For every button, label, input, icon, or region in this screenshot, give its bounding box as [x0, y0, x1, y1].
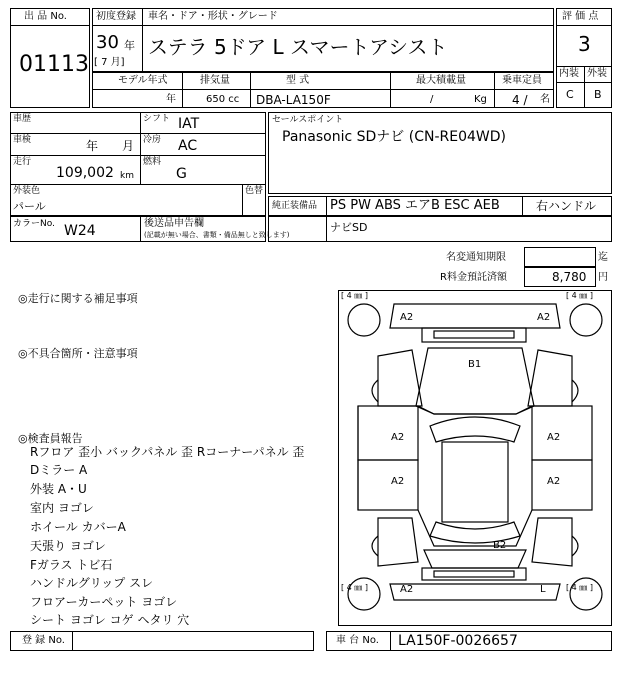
first-registration-label: 初度登録: [96, 11, 136, 22]
inspector-report-label: ◎検査員報告: [18, 432, 83, 445]
color-number: W24: [64, 223, 96, 239]
report-line: ホイール カバーA: [30, 520, 126, 534]
inspection-year-unit: 年: [86, 139, 99, 153]
equipment-list: PS PW ABS エアB ESC AEB: [330, 198, 500, 213]
mark-hood: B1: [468, 359, 482, 370]
registration-year-unit: 年: [124, 39, 135, 52]
tire-depth-rear-right: [ 4 ㎜ ]: [566, 583, 593, 592]
front-bumper-shape: [390, 304, 560, 328]
recycle-fee-label: R料金預託済額: [440, 272, 507, 283]
tire-rear-right-icon: [570, 578, 602, 610]
name-change-deadline-box: [524, 247, 596, 267]
repaint-label: 色替: [245, 186, 264, 196]
mark-back-door: B2: [493, 540, 507, 551]
report-line: Rフロア 歪小 バックパネル 歪 Rコーナーパネル 歪: [30, 445, 305, 459]
inspection-label: 車検: [13, 135, 32, 145]
report-line: Fガラス トビ石: [30, 558, 113, 572]
shift-label: シフト: [143, 114, 171, 124]
recycle-fee-unit: 円: [598, 272, 608, 283]
grade-score: 3: [578, 32, 591, 56]
mark-front-bumper-right: A2: [537, 312, 551, 323]
mark-left-rear-door: A2: [391, 476, 405, 487]
mark-left-front-door: A2: [391, 432, 405, 443]
aircon-label: 冷房: [143, 135, 162, 145]
mark-right-front-door: A2: [547, 432, 561, 443]
post-document-note: (記載が無い場合、書類・備品無しと致します): [144, 231, 290, 239]
max-load-label: 最大積載量: [416, 75, 466, 86]
exterior-color-label: 外装色: [13, 186, 41, 196]
report-line: フロアーカーペット ヨゴレ: [30, 595, 178, 609]
rear-bumper-shape: [390, 584, 560, 600]
driving-notes-label: ◎走行に関する補足事項: [18, 292, 138, 305]
sales-point-label: セールスポイント: [272, 115, 344, 125]
post-document-label: 後送品申告欄: [144, 218, 204, 229]
name-change-deadline-label: 名変通知期限: [446, 252, 506, 263]
model-year-label: モデル年式: [118, 75, 168, 86]
report-line: ハンドルグリップ スレ: [30, 576, 154, 590]
inspection-month-unit: 月: [122, 139, 135, 153]
lot-number-label: 出 品 No.: [24, 11, 67, 22]
roof-shape: [442, 442, 508, 522]
chassis-number: LA150F-0026657: [398, 633, 518, 649]
car-name: ステラ 5ドア L スマートアシスト: [148, 35, 448, 59]
equipment-row-2: [268, 216, 612, 242]
registration-number-label: 登 録 No.: [22, 635, 65, 646]
steering-side: 右ハンドル: [536, 199, 597, 213]
grade-label: 評 価 点: [562, 11, 599, 22]
mileage-unit: km: [120, 171, 134, 181]
sales-point-text: Panasonic SDナビ (CN-RE04WD): [282, 129, 506, 145]
defect-notes-label: ◎不具合箇所・注意事項: [18, 347, 138, 360]
equipment-extra: ナビSD: [330, 221, 368, 234]
report-line: シート ヨゴレ コゲ ヘタリ 穴: [30, 613, 190, 627]
tire-rear-left-icon: [348, 578, 380, 610]
name-change-deadline-unit: 迄: [598, 252, 608, 263]
displacement: 650 cc: [206, 94, 240, 105]
vehicle-info-box: [10, 112, 266, 216]
model-type-label: 型 式: [286, 75, 310, 86]
hood-shape: [416, 348, 534, 414]
report-line: 天張り ヨゴレ: [30, 539, 106, 553]
exterior-label: 外装: [587, 68, 607, 79]
capacity-label: 乗車定員: [502, 75, 542, 86]
displacement-label: 排気量: [200, 75, 230, 86]
tire-depth-front-right: [ 4 ㎜ ]: [566, 291, 593, 300]
car-body-diagram: [338, 290, 612, 626]
tire-depth-rear-left: [ 4 ㎜ ]: [341, 583, 368, 592]
tire-front-left-icon: [348, 304, 380, 336]
interior-grade: C: [566, 88, 574, 101]
color-number-label: カラーNo.: [13, 219, 55, 229]
report-line: 室内 ヨゴレ: [30, 501, 94, 515]
mark-rear-bumper-left: A2: [400, 584, 414, 595]
max-load: /: [430, 94, 434, 105]
interior-label: 内装: [559, 68, 579, 79]
tire-depth-front-left: [ 4 ㎜ ]: [341, 291, 368, 300]
capacity: 4 /: [512, 93, 528, 107]
registration-month: [ 7 月]: [94, 57, 125, 68]
chassis-number-label: 車 台 No.: [336, 635, 379, 646]
shift-value: IAT: [178, 116, 200, 132]
max-load-unit: Kg: [474, 94, 487, 105]
lot-number: 01113: [19, 52, 89, 77]
mileage-label: 走行: [13, 157, 32, 167]
model-year-unit: 年: [166, 94, 176, 105]
mark-front-bumper-left: A2: [400, 312, 414, 323]
capacity-unit: 名: [540, 94, 550, 105]
fuel-value: G: [176, 166, 187, 182]
fuel-label: 燃料: [143, 157, 162, 167]
equipment-label: 純正装備品: [272, 201, 318, 211]
history-label: 車歴: [13, 114, 32, 124]
back-door-shape: [424, 550, 526, 568]
registration-year: 30: [96, 32, 119, 53]
report-line: Dミラー A: [30, 463, 88, 477]
mark-rear-bumper-right: L: [540, 584, 546, 595]
tire-front-right-icon: [570, 304, 602, 336]
exterior-grade: B: [594, 88, 602, 101]
model-type: DBA-LA150F: [256, 93, 331, 107]
report-line: 外装 A・U: [30, 482, 87, 496]
aircon-value: AC: [178, 138, 198, 154]
recycle-fee-value: 8,780: [552, 270, 587, 284]
mileage-value: 109,002: [56, 165, 114, 181]
mark-right-rear-door: A2: [547, 476, 561, 487]
exterior-color: パール: [13, 200, 46, 213]
car-name-label: 車名・ドア・形状・グレード: [148, 11, 278, 22]
